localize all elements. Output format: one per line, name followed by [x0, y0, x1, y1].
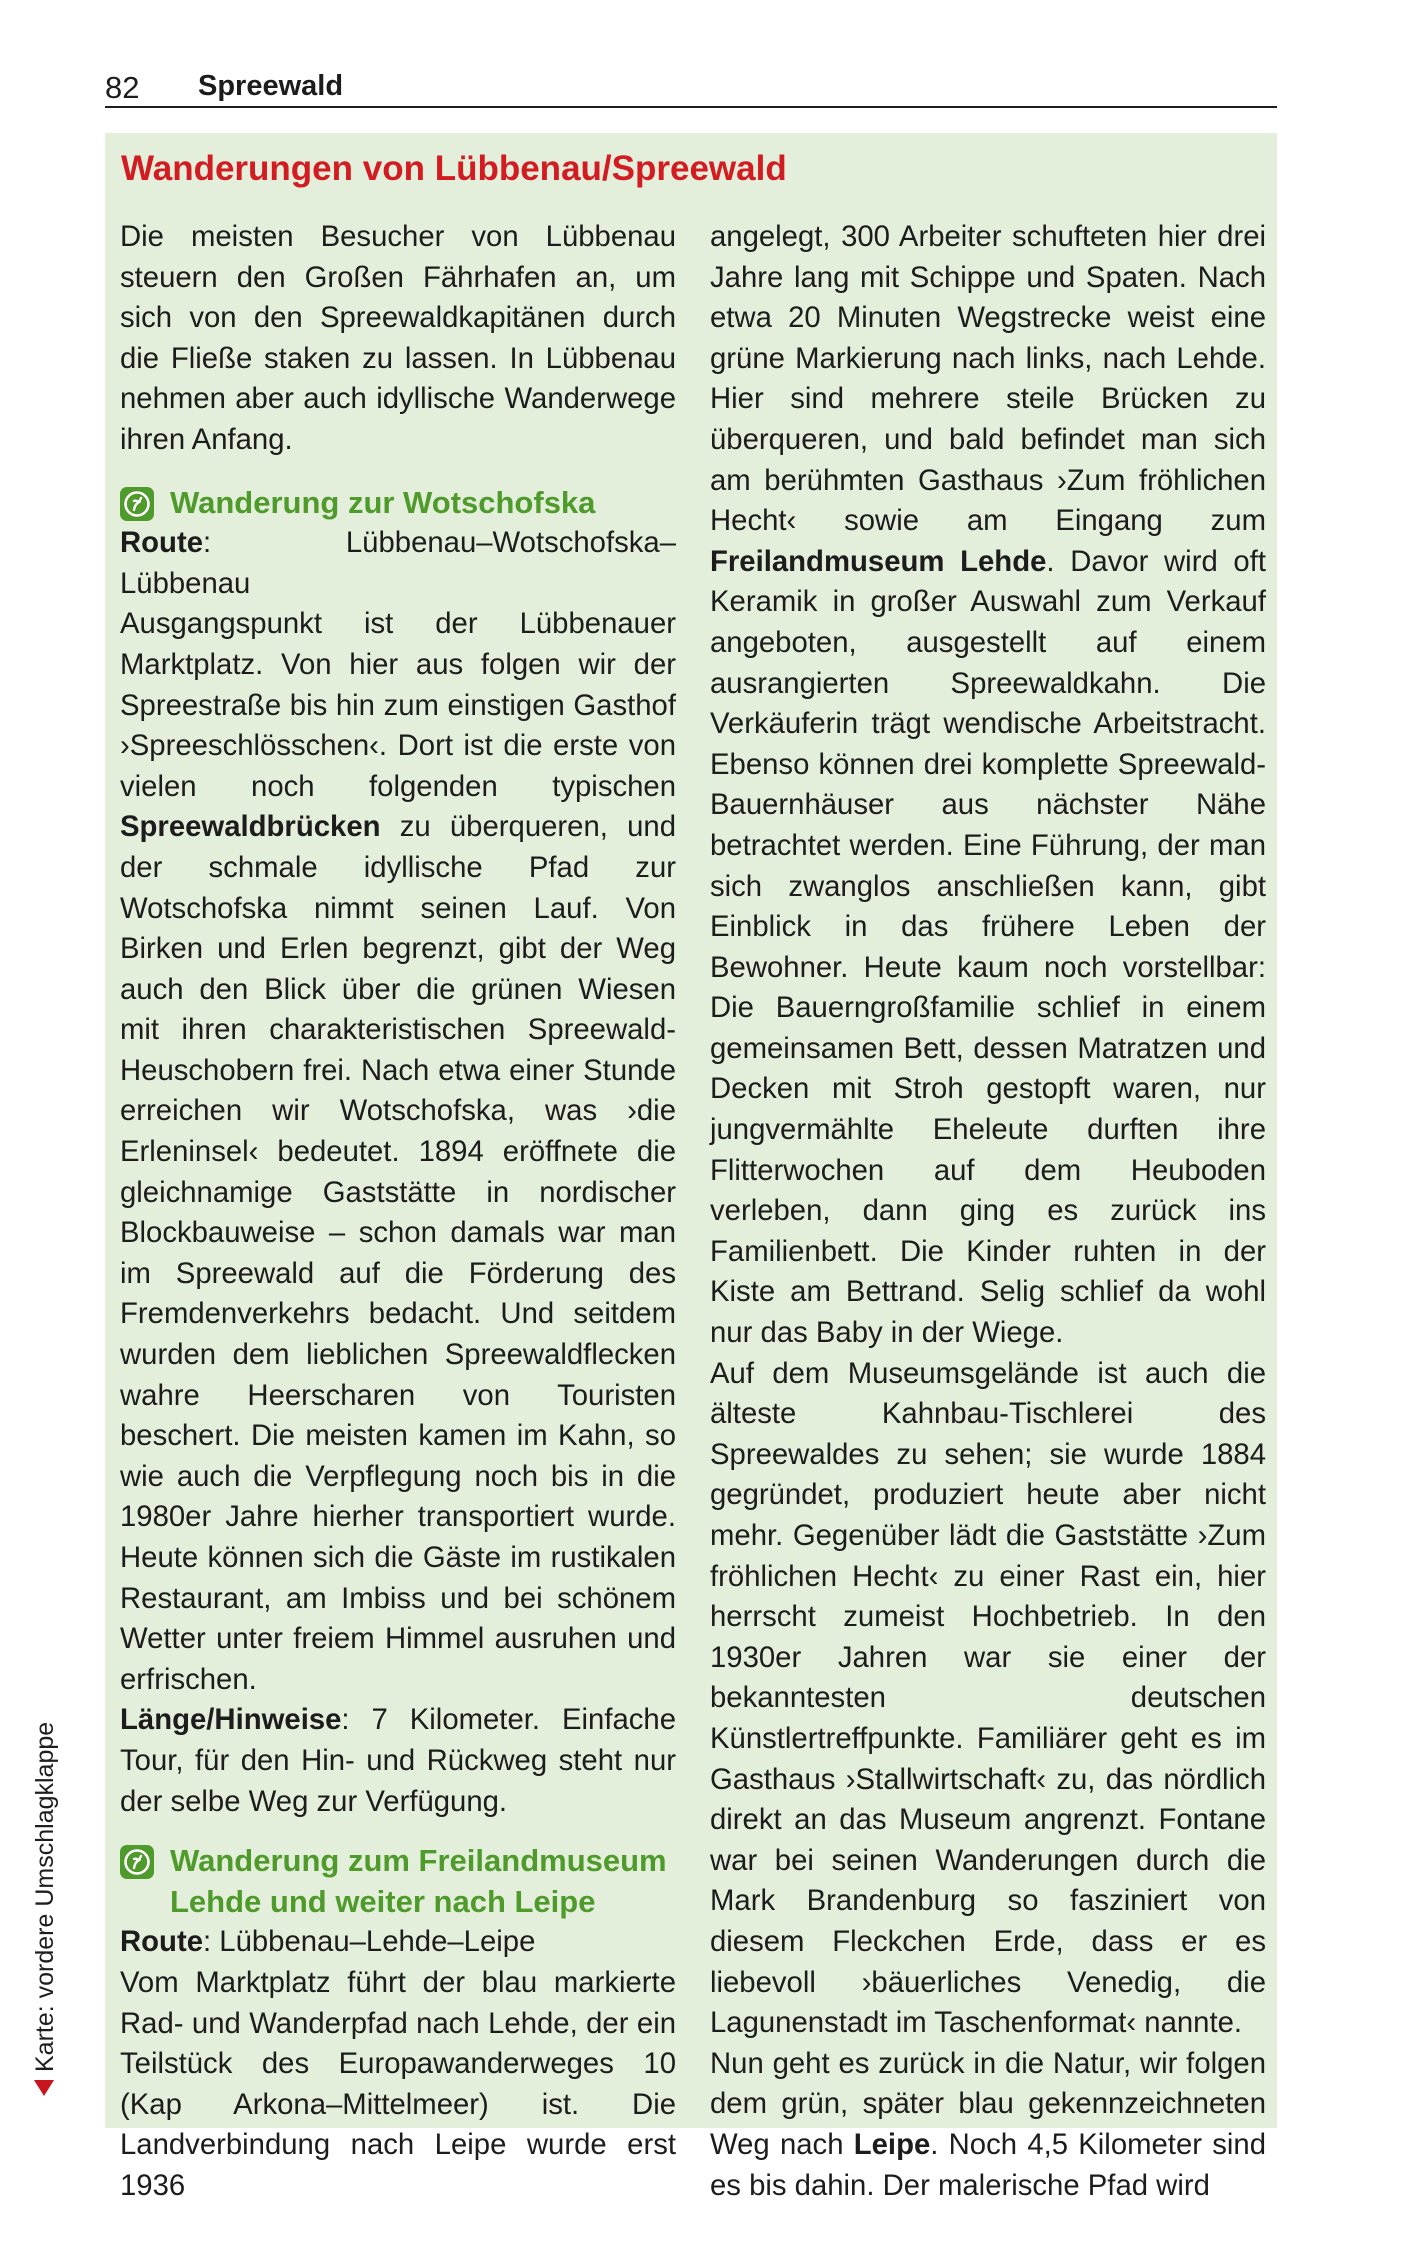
right-p1-a: angelegt, 300 Arbeiter schufteten hier drei Jahre lang mit Schippe und Spaten. Nach etwa 20 Minuten Wegstrecke weist eine grüne Markierung nach links, nach Lehde. Hier sind mehrere steile Brücken zu überqueren, und bald befindet man sich am berühmten Gasthaus ›Zum fröhlichen Hecht‹ sowie am Eingang zum: [710, 220, 1266, 538]
walk1-length-label: Länge/Hinweise: [120, 1703, 342, 1737]
map-reference: [28, 1686, 62, 2096]
walk2-body: Vom Marktplatz führt der blau markierte Rad- und Wanderpfad nach Lehde, der ein Teilstück des Europawanderweges 10 (Kap Arkona–Mittelmeer) ist. Die Landverbindung nach Leipe wurde erst 1936: [120, 1965, 676, 2202]
walk1-length: [120, 1700, 676, 1822]
walk2-route: [120, 1922, 676, 1963]
walk1-title: Wanderung zur Wotschofska: [170, 484, 596, 520]
section-title: Spreewald: [198, 70, 344, 102]
walking-route-icon: [120, 487, 154, 521]
walk1-text-a: Ausgangspunkt ist der Lübbenauer Marktplatz. Von hier aus folgen wir der Spreestraße bis hin zum einstigen Gasthof ›Spreeschlösschen‹. Dort ist die erste von vielen noch folgenden typischen: [120, 607, 676, 803]
walk2-title-line2: Lehde und weiter nach Leipe: [170, 1883, 596, 1919]
right-p3-a: Nun geht es zurück in die Natur, wir folgen dem grün, später blau gekennzeichneten Weg nach: [710, 2046, 1266, 2161]
walking-route-icon: [120, 1845, 154, 1879]
map-reference-text: Karte: vordere Umschlagklappe: [31, 1721, 59, 2072]
right-p1-bold: Freilandmuseum Lehde: [710, 544, 1047, 578]
page-header: [105, 62, 1277, 108]
box-title: Wanderungen von Lübbenau/Spreewald: [121, 149, 787, 188]
page-number: 82: [105, 70, 140, 105]
intro-paragraph: Die meisten Besucher von Lübbenau steuern den Großen Fährhafen an, um sich von den Spreewaldkapitänen durch die Fließe staken zu lassen. In Lübbenau nehmen aber auch idyllische Wanderwege ihren Anfang.: [120, 220, 676, 456]
left-column: [120, 217, 676, 2207]
walk1-bold-a: Spreewaldbrücken: [120, 810, 381, 844]
triangle-pointer-icon: [34, 2080, 54, 2096]
walk2-title-line1: Wanderung zum Freilandmuseum: [170, 1843, 667, 1879]
walk1-text-b: zu überqueren, und der schmale idyllische Pfad zur Wotschofska nimmt seinen Lauf. Von Birken und Erlen begrenzt, gibt der Weg auch den Blick über die grünen Wiesen mit ihren charakteristischen Spreewald-Heuschobern frei. Nach etwa einer Stunde erreichen wir Wotschofska, was ›die Erleninsel‹ bedeutet. 1894 eröffnete die gleichnamige Gaststätte in nordischer Blockbauweise – schon damals war man im Spreewald auf die Förderung des Fremdenverkehrs bedacht. Und seitdem wurden dem lieblichen Spreewaldflecken wahre Heerscharen von Touristen beschert. Die meisten kamen im Kahn, so wie auch die Verpflegung noch bis in die 1980er Jahre hierher transportiert wurde. Heute können sich die Gäste im rustikalen Restaurant, am Imbiss und bei schönem Wetter unter freiem Himmel ausruhen und erfrischen.: [120, 810, 676, 1696]
right-paragraph-1: [710, 217, 1266, 1354]
walk1-route: [120, 523, 676, 604]
walk1-route-label: Route: [120, 526, 203, 560]
walk2-route-text: : Lübbenau–Lehde–Leipe: [203, 1925, 536, 1959]
right-paragraph-3: [710, 2044, 1266, 2206]
right-column: [710, 217, 1266, 2206]
walk2-heading: [120, 1841, 676, 1922]
right-p3-b: . Noch 4,5 Kilometer sind es bis dahin. Der malerische Pfad wird: [710, 2127, 1266, 2202]
right-p1-b: . Davor wird oft Keramik in großer Auswahl zum Verkauf angeboten, ausgestellt auf einem ausrangierten Spreewaldkahn. Die Verkäuferin trägt wendische Arbeitstracht. Ebenso können drei komplette Spreewald-Bauernhäuser aus nächster Nähe betrachtet werden. Eine Führung, der man sich zwanglos anschließen kann, gibt Einblick in das frühere Leben der Bewohner. Heute kaum noch vorstellbar: Die Bauerngroßfamilie schlief in einem gemeinsamen Bett, dessen Matratzen und Decken mit Stroh gestopft waren, nur jungvermählte Eheleute durften ihre Flitterwochen auf dem Heuboden verleben, dann ging es zurück ins Familienbett. Die Kinder ruhten in der Kiste am Bettrand. Selig schlief da wohl nur das Baby in der Wiege.: [710, 544, 1266, 1350]
walk1-body: [120, 604, 676, 1700]
right-p3-bold: Leipe: [853, 2127, 931, 2161]
walk1-route-text: : Lübbenau–Wotschofska–Lübbenau: [120, 526, 676, 600]
walk1-heading: [120, 483, 676, 524]
walk2-route-label: Route: [120, 1925, 203, 1959]
walk1-length-text: : 7 Kilometer. Einfache Tour, für den Hin- und Rückweg steht nur der selbe Weg zur Verfügung.: [120, 1703, 676, 1818]
right-paragraph-2: Auf dem Museumsgelände ist auch die älteste Kahnbau-Tischlerei des Spreewaldes zu sehen; sie wurde 1884 gegründet, produziert heute aber nicht mehr. Gegenüber lädt die Gaststätte ›Zum fröhlichen Hecht‹ zu einer Rast ein, hier herrscht zumeist Hochbetrieb. In den 1930er Jahren war sie einer der bekanntesten deutschen Künstlertreffpunkte. Familiärer geht es im Gasthaus ›Stallwirtschaft‹ zu, das nördlich direkt an das Museum angrenzt. Fontane war bei seinen Wanderungen durch die Mark Brandenburg so fasziniert von diesem Fleckchen Erde, dass er es liebevoll ›bäuerliches Venedig, die Lagunenstadt im Taschenformat‹ nannte.: [710, 1356, 1266, 2040]
info-box: [105, 133, 1277, 2202]
